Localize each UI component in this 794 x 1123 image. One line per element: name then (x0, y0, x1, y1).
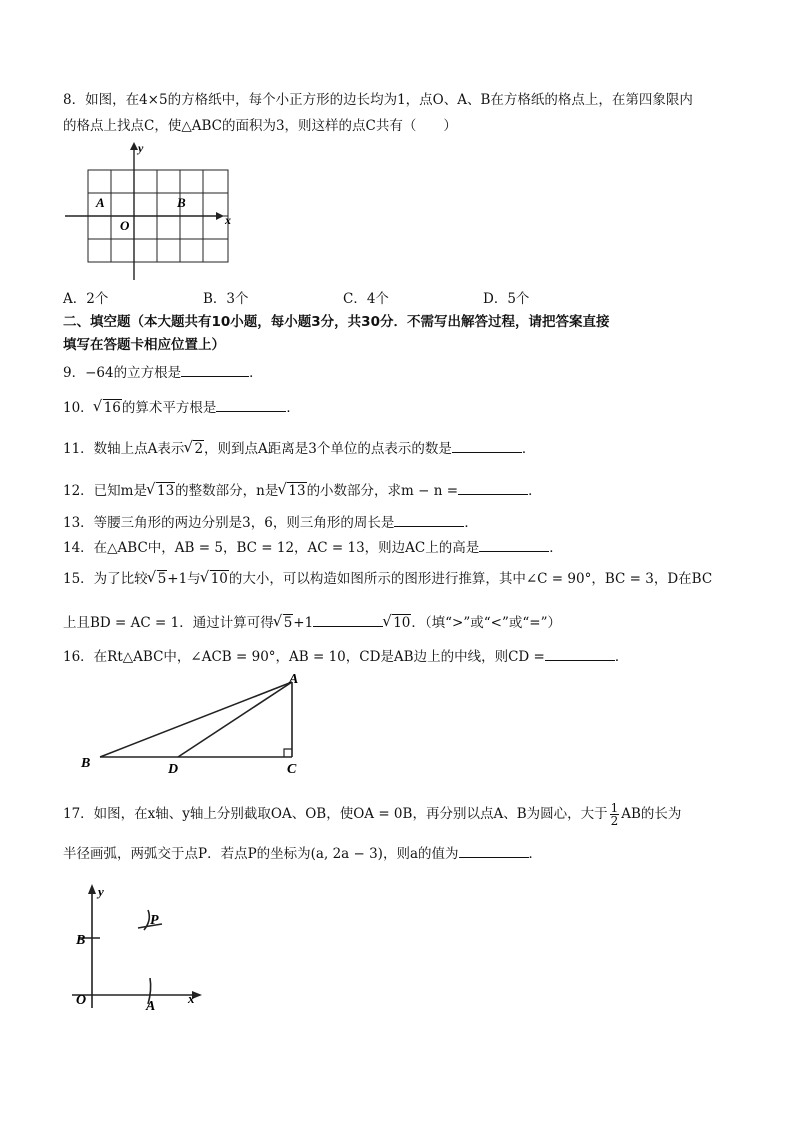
q17-y-label: y (98, 884, 104, 899)
q17-label-b: B (76, 933, 86, 948)
q16-label-d: D (168, 762, 179, 777)
q11: 11．数轴上点A表示√ 2，则到点A距离是3个单位的点表示的数是 ． (63, 438, 535, 458)
q8-line2: 的格点上找点C，使△ABC的面积为3，则这样的点C共有（ ） (63, 118, 457, 134)
q17-label-o: O (76, 993, 87, 1008)
q12: 12．已知m是√ 13的整数部分，n是√ 13的小数部分，求m − n = ． (63, 480, 542, 500)
q8-y-label: y (138, 141, 144, 155)
q17-fraction: $\frac{1}{2}$ (610, 801, 619, 828)
q17-x-label: x (188, 991, 195, 1006)
q10: 10．√ 16的算术平方根是 ． (63, 397, 300, 417)
q8-x-label: x (225, 213, 231, 227)
q8-option-c: C．4个 (343, 291, 389, 307)
q15-line1: 15．为了比较√ 5+1与√ 10的大小，可以构造如图所示的图形进行推算，其中∠C = 90°，BC = 3，D在BC (63, 570, 712, 588)
section2-heading-line2: 填写在答题卡相应位置上） (63, 337, 225, 353)
q16-label-b: B (81, 756, 91, 771)
q17-figure (64, 880, 214, 1020)
q16: 16．在Rt△ABC中，∠ACB = 90°，AB = 10，CD是AB边上的中线，则CD = ． (63, 646, 628, 666)
q14: 14．在△ABC中，AB = 5，BC = 12，AC = 13，则边AC上的高是 ． (63, 537, 563, 557)
q16-triangle-figure (68, 672, 308, 784)
q17-line2: 半径画弧，两弧交于点P．若点P的坐标为(a, 2a − 3)，则a的值为 ． (63, 843, 542, 863)
q15-line2: 上且BD = AC = 1．通过计算可得√ 5+1√ 10．（填“>”或“<”或“=”） (63, 612, 561, 632)
q8-option-b: B．3个 (203, 291, 249, 307)
q8-line1: 8．如图，在4×5的方格纸中，每个小正方形的边长均为1，点O、A、B在方格纸的格点上，在第四象限内 (63, 92, 693, 108)
q8-option-d: D．5个 (483, 291, 530, 307)
q16-label-c: C (287, 762, 297, 777)
q9: 9．−64的立方根是 ． (63, 362, 263, 382)
q13: 13．等腰三角形的两边分别是3，6，则三角形的周长是 ． (63, 512, 478, 532)
q17-line1: 17．如图，在x轴、y轴上分别截取OA、OB，使OA = 0B，再分别以点A、B为圆心，大于 $\frac{1}{2}$ AB的长为 (63, 801, 682, 828)
section2-heading-line1: 二、填空题（本大题共有10小题，每小题3分，共30分．不需写出解答过程，请把答案直接 (63, 314, 610, 330)
q16-label-a: A (289, 672, 299, 687)
q8-grid-figure (62, 140, 242, 280)
q8-point-b: B (177, 195, 186, 210)
q17-label-a: A (146, 999, 156, 1014)
q8-point-a: A (96, 195, 105, 210)
q8-option-a: A．2个 (63, 291, 109, 307)
q17-label-p: P (150, 913, 159, 928)
q8-point-o: O (120, 218, 130, 233)
